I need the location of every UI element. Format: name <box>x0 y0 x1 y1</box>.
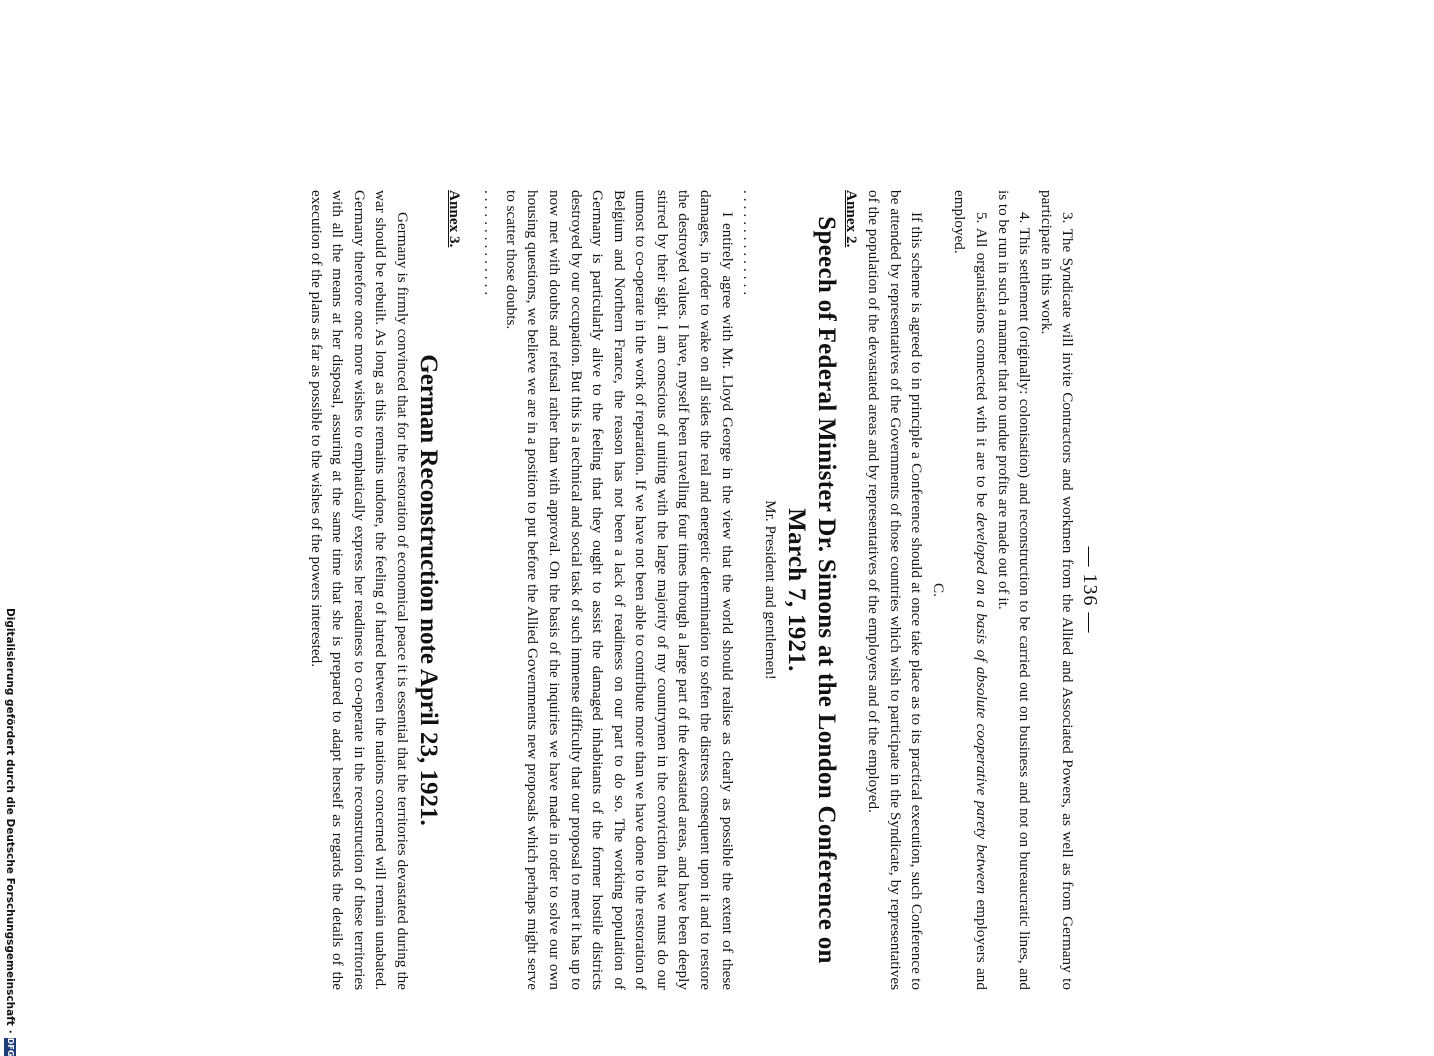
dfg-logo-icon: DFG <box>6 1037 15 1056</box>
credit-text: Digitalisierung gefördert durch die Deutsche Forschungsgemeinschaft <box>4 608 16 1026</box>
item-5-start: 5. All organisations connected with it are to be <box>973 212 991 513</box>
annex-3-body: Germany is firmly convinced that for the restoration of economical peace it is essential that the territories devastated during the war should be rebuilt. As long as this remains undone, the feeling of hatred between the nations concerned will remain unabated. Germany therefore once more wishes to emphatically express her readiness to co-operate in the reconstruction of these territories with all the means at her disposal, assuring at the same time that she is prepared to adapt herself as regards the details of the execution of the plans as far as possible to the wishes of the powers interested. <box>307 190 411 990</box>
item-5-italic: developed on a basis of absolute cooperative parety between <box>973 512 991 895</box>
item-4: 4. This settlement (originally: colonisation) and reconstruction to be carried out on business and not on bureaucratic lines, and is to be run in such a manner that no undue profits are made out of it. <box>994 190 1034 990</box>
digitization-credit: Digitalisierung gefördert durch die Deutsche Forschungsgemeinschaft · DFG <box>4 608 16 1056</box>
annex-2-salutation: Mr. President and gentlemen! <box>761 500 779 680</box>
annex-3-label: Annex 3. <box>445 190 463 248</box>
item-3: 3. The Syndicate will invite Contractors and workmen from the Allied and Associated Powers, as well as from Germany to participate in this work. <box>1037 190 1077 990</box>
page-number: — 136 — <box>1079 546 1101 634</box>
annex-2-label: Annex 2. <box>843 190 861 248</box>
annex-2-ellipsis-end: .............. <box>481 190 499 300</box>
section-c-heading: C. <box>929 583 947 597</box>
section-c-text: If this scheme is agreed to in principle a Conference should at once take place as to its practical execution, such Conference to be attended by representatives of the Governments of those countries which wish to participate in the Syndicate, by representatives of the population of the devastated areas and by representatives of the employers and of the employed. <box>865 190 926 990</box>
annex-2-body: I entirely agree with Mr. Lloyd George in the view that the world should realise as clearly as possible the extent of these damages, in order to wake on all sides the real and energetic determination to soften the distress consequent upon it and to restore the destroyed values. I have, myself been travelling four times through a large part of the devastated areas, and have been deeply stirred by their sight. I am conscious of uniting with the large majority of my countrymen in the conviction that we must do our utmost to co-operate in the work of reparation. If we have not been able to contribute more than we have done to the restoration of Belgium and Northern France, the reason has not been a lack of readiness on our part to do so. The working population of Germany is particularly alive to the feeling that they ought to assist the damaged inhabitants of the former hostile districts destroyed by our occupation. But this is a technical and social task of such immense difficulty that our proposal to meet it has up to now met with doubts and refusal rather than with approval. On the basis of the inquiries we have made in order to solve our own housing questions, we believe we are in a position to put before the Allied Governments new proposals which perhaps might serve to scatter those doubts. <box>502 190 736 990</box>
item-5 <box>949 190 992 990</box>
annex-2-ellipsis-start: .............. <box>740 190 758 300</box>
annex-2-title: Speech of Federal Minister Dr. Simons at the London Conference on March 7, 1921. <box>782 216 840 964</box>
item-5-end: employers and employed. <box>951 190 991 990</box>
annex-3-title: German Reconstruction note April 23, 1921. <box>414 354 442 826</box>
